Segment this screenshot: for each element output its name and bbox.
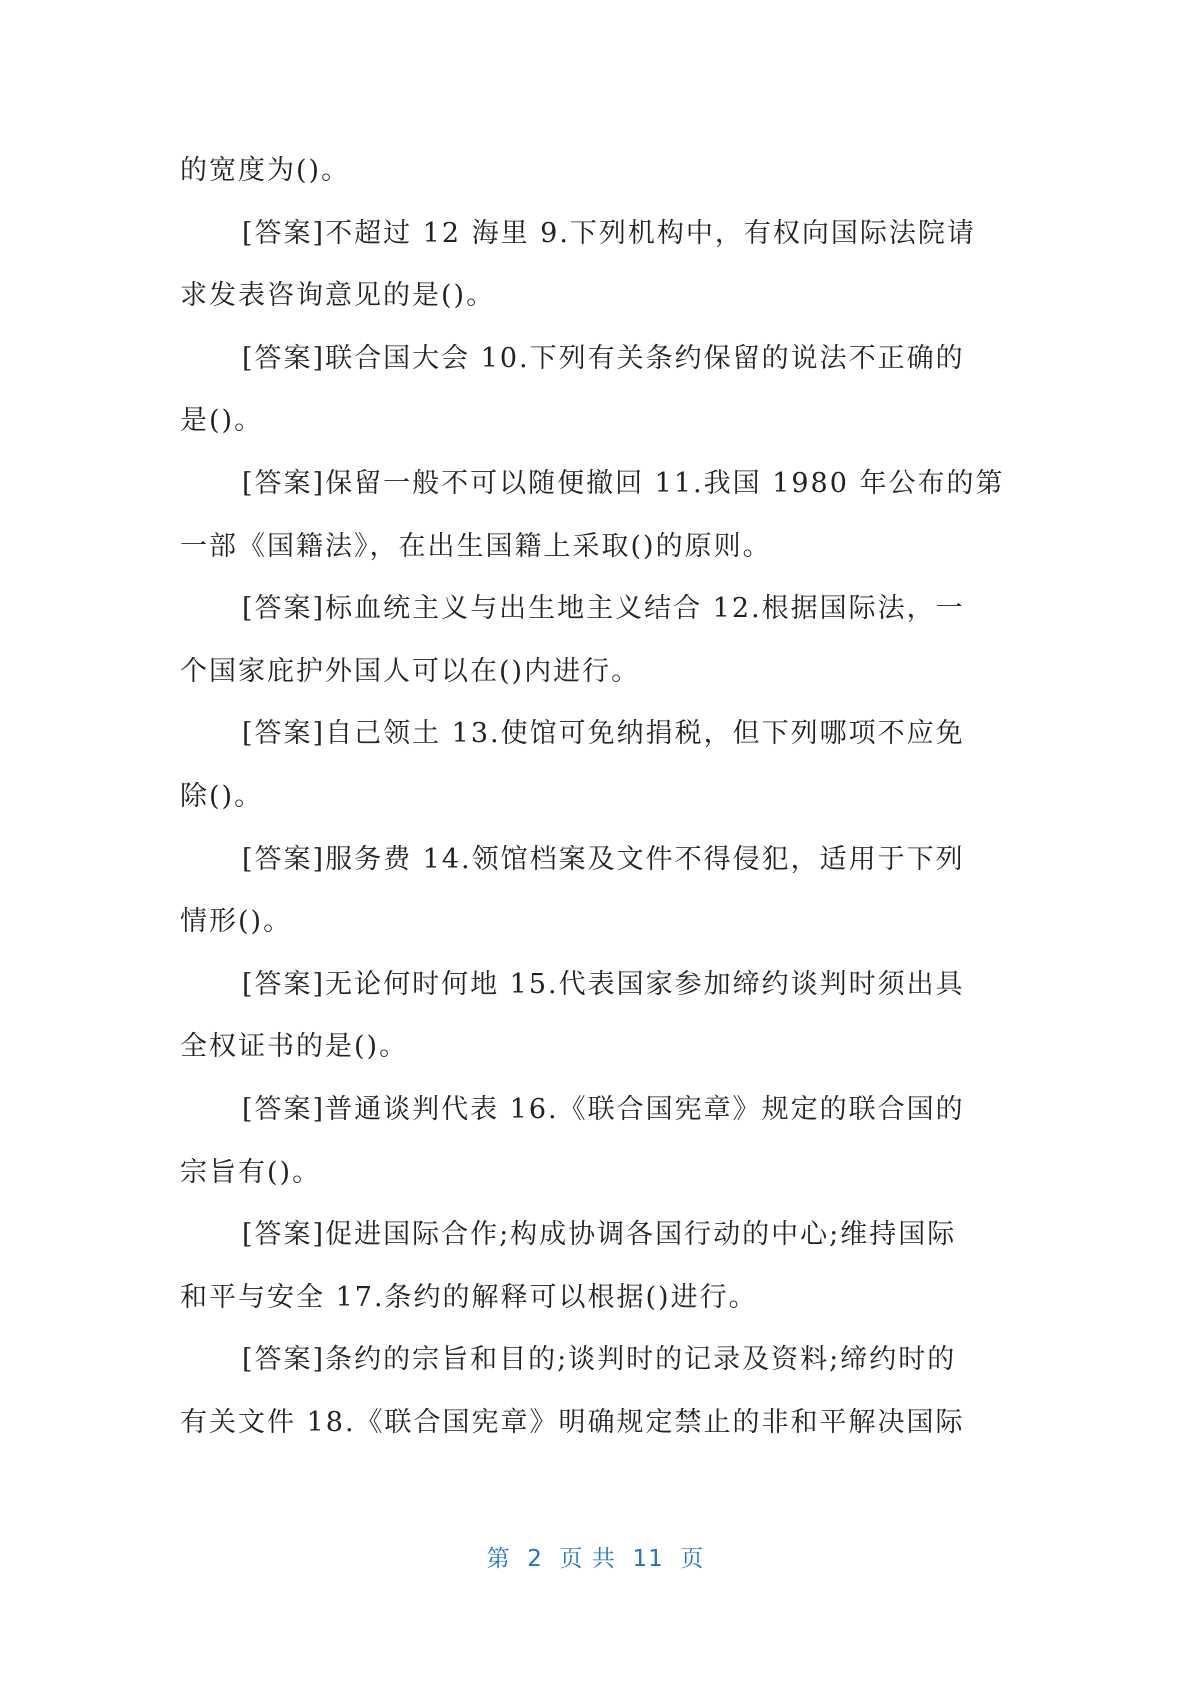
text-line: 情形()。 (180, 906, 293, 938)
text-line: [答案]普通谈判代表 16.《联合国宪章》规定的联合国的 (242, 1093, 965, 1125)
text-line: [答案]标血统主义与出生地主义结合 12.根据国际法，一 (242, 593, 965, 625)
text-line: 有关文件 18.《联合国宪章》明确规定禁止的非和平解决国际 (180, 1406, 965, 1438)
text-line: 宗旨有()。 (180, 1156, 322, 1188)
text-line: [答案]无论何时何地 15.代表国家参加缔约谈判时须出具 (242, 968, 965, 1000)
page-number-footer: 第 2 页 共 11 页 (486, 1546, 705, 1572)
text-line: [答案]保留一般不可以随便撤回 11.我国 1980 年公布的第 (242, 467, 1005, 499)
text-line: 除()。 (180, 780, 264, 812)
text-line: 求发表咨询意见的是()。 (180, 280, 496, 312)
text-line: [答案]条约的宗旨和目的;谈判时的记录及资料;缔约时的 (242, 1344, 957, 1376)
text-line: 和平与安全 17.条约的解释可以根据()进行。 (180, 1281, 758, 1313)
text-line: [答案]联合国大会 10.下列有关条约保留的说法不正确的 (242, 342, 965, 374)
text-line: 是()。 (180, 405, 264, 437)
text-line: [答案]自己领土 13.使馆可免纳捐税，但下列哪项不应免 (242, 718, 965, 750)
text-line: 全权证书的是()。 (180, 1031, 409, 1063)
text-line: [答案]促进国际合作;构成协调各国行动的中心;维持国际 (242, 1219, 957, 1251)
text-line: [答案]不超过 12 海里 9.下列机构中，有权向国际法院请 (242, 217, 976, 249)
text-line: 个国家庇护外国人可以在()内进行。 (180, 655, 641, 687)
text-line: 一部《国籍法》，在出生国籍上采取()的原则。 (180, 530, 772, 562)
text-line: [答案]服务费 14.领馆档案及文件不得侵犯，适用于下列 (242, 843, 965, 875)
document-body (180, 140, 1010, 1454)
text-line: 的宽度为()。 (180, 155, 351, 186)
